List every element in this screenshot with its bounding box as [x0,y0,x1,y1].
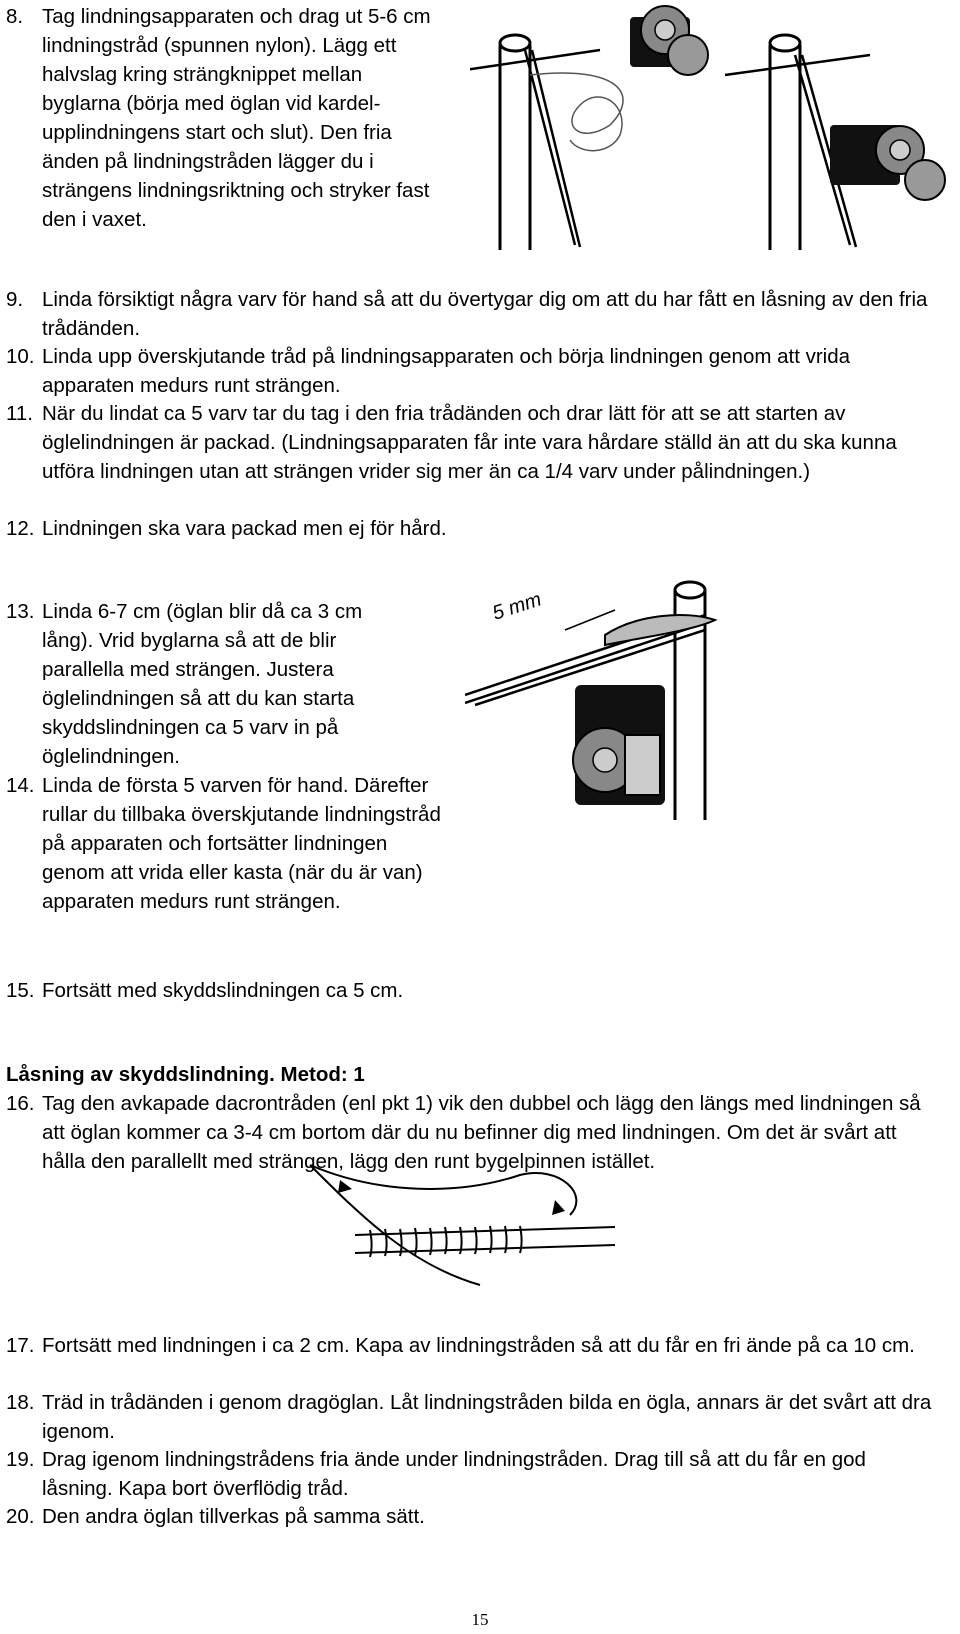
item-text: Tag lindningsapparaten och drag ut 5-6 cm lindningstråd (spunnen nylon). Lägg ett halvslag kring strängknippet mellan byglarna (börja med öglan vid kardel-upplindningens start och slut). Den fria änden på lindningstråden lägger du i strängens lindningsriktning och stryker fast den i vaxet. [42,5,431,231]
item-number: 11. [6,402,33,425]
served-loop [605,615,715,645]
list-item-11 [6,399,941,486]
page-number: 15 [471,1610,489,1629]
dimension-label: 5 mm [489,588,545,625]
item-number: 16. [6,1092,35,1115]
item-text: Tag den avkapade dacrontråden (enl pkt 1) vik den dubbel och lägg den längs med lindningen så att öglan kommer ca 3-4 cm bortom där du nu befinner dig med lindningen. Om det är svårt att hålla den parallellt med strängen, lägg den runt bygelpinnen istället. [42,1092,921,1173]
item-text: Linda 6-7 cm (öglan blir då ca 3 cm lång). Vrid byglarna så att de blir parallella med strängen. Justera öglelindningen så att du kan starta skyddslindningen ca 5 varv in på öglelindningen. [42,600,363,768]
list-item-18 [6,1388,941,1446]
list-item-19 [6,1445,941,1503]
serving-tool-illustration-1 [470,5,960,255]
item-text: När du lindat ca 5 varv tar du tag i den fria trådänden och drar lätt för att se att starten av öglelindningen är packad. (Lindningsapparaten får inte vara hårdare ställd än att du ska kunna utföra lindningen utan att strängen vrider sig mer än ca 1/4 varv under pålindningen.) [42,402,897,483]
arrow-head-2 [552,1200,565,1215]
list-item-17 [6,1331,941,1360]
item-number: 20. [6,1505,35,1528]
serving-tool [573,685,665,805]
item-number: 8. [6,5,24,28]
item-number: 15. [6,979,35,1002]
serving-tool-right [830,125,945,200]
list-item-9 [6,285,941,343]
section-heading: Låsning av skyddslindning. Metod: 1 [6,1063,365,1086]
loose-thread-left [530,73,623,151]
list-item-8 [6,2,441,234]
thread-loop [310,1165,576,1215]
dimension-line [565,610,615,630]
list-item-10 [6,342,941,400]
locking-method-sketch [300,1155,640,1295]
list-item-15 [6,976,426,1005]
item-number: 17. [6,1334,35,1357]
item-text: Fortsätt med skyddslindningen ca 5 cm. [42,979,404,1002]
item-text: Lindningen ska vara packad men ej för hård. [42,517,447,540]
list-item-13 [6,597,406,771]
item-text: Den andra öglan tillverkas på samma sätt. [42,1505,425,1528]
item-number: 10. [6,345,35,368]
item-number: 9. [6,288,24,311]
list-item-12 [6,514,941,543]
item-text: Linda upp överskjutande tråd på lindningsapparaten och börja lindningen genom att vrida apparaten medurs runt strängen. [42,345,851,397]
serving-tool-illustration-2 [465,575,765,825]
item-text: Drag igenom lindningstrådens fria ände under lindningstråden. Drag till så att du får en god låsning. Kapa bort överflödig tråd. [42,1448,866,1500]
serving-tool-left [630,6,708,75]
item-number: 19. [6,1448,35,1471]
item-number: 12. [6,517,35,540]
item-text: Linda de första 5 varven för hand. Därefter rullar du tillbaka överskjutande lindningstråd på apparaten och fortsätter lindningen genom att vrida eller kasta (när du är van) apparaten medurs runt strängen. [42,774,441,913]
item-text: Fortsätt med lindningen i ca 2 cm. Kapa av lindningstråden så att du får en fri ände på ca 10 cm. [42,1334,915,1357]
item-text: Träd in trådänden i genom dragöglan. Låt lindningstråden bilda en ögla, annars är det svårt att dra igenom. [42,1391,932,1443]
item-text: Linda försiktigt några varv för hand så att du övertygar dig om att du har fått en låsning av den fria trådänden. [42,288,928,340]
list-item-14 [6,771,451,916]
item-number: 18. [6,1391,35,1414]
arrow-head-1 [338,1180,352,1193]
item-number: 13. [6,600,35,623]
string-pole-left [500,35,530,250]
item-number: 14. [6,774,35,797]
list-item-20 [6,1502,941,1531]
pull-thread [310,1165,480,1285]
